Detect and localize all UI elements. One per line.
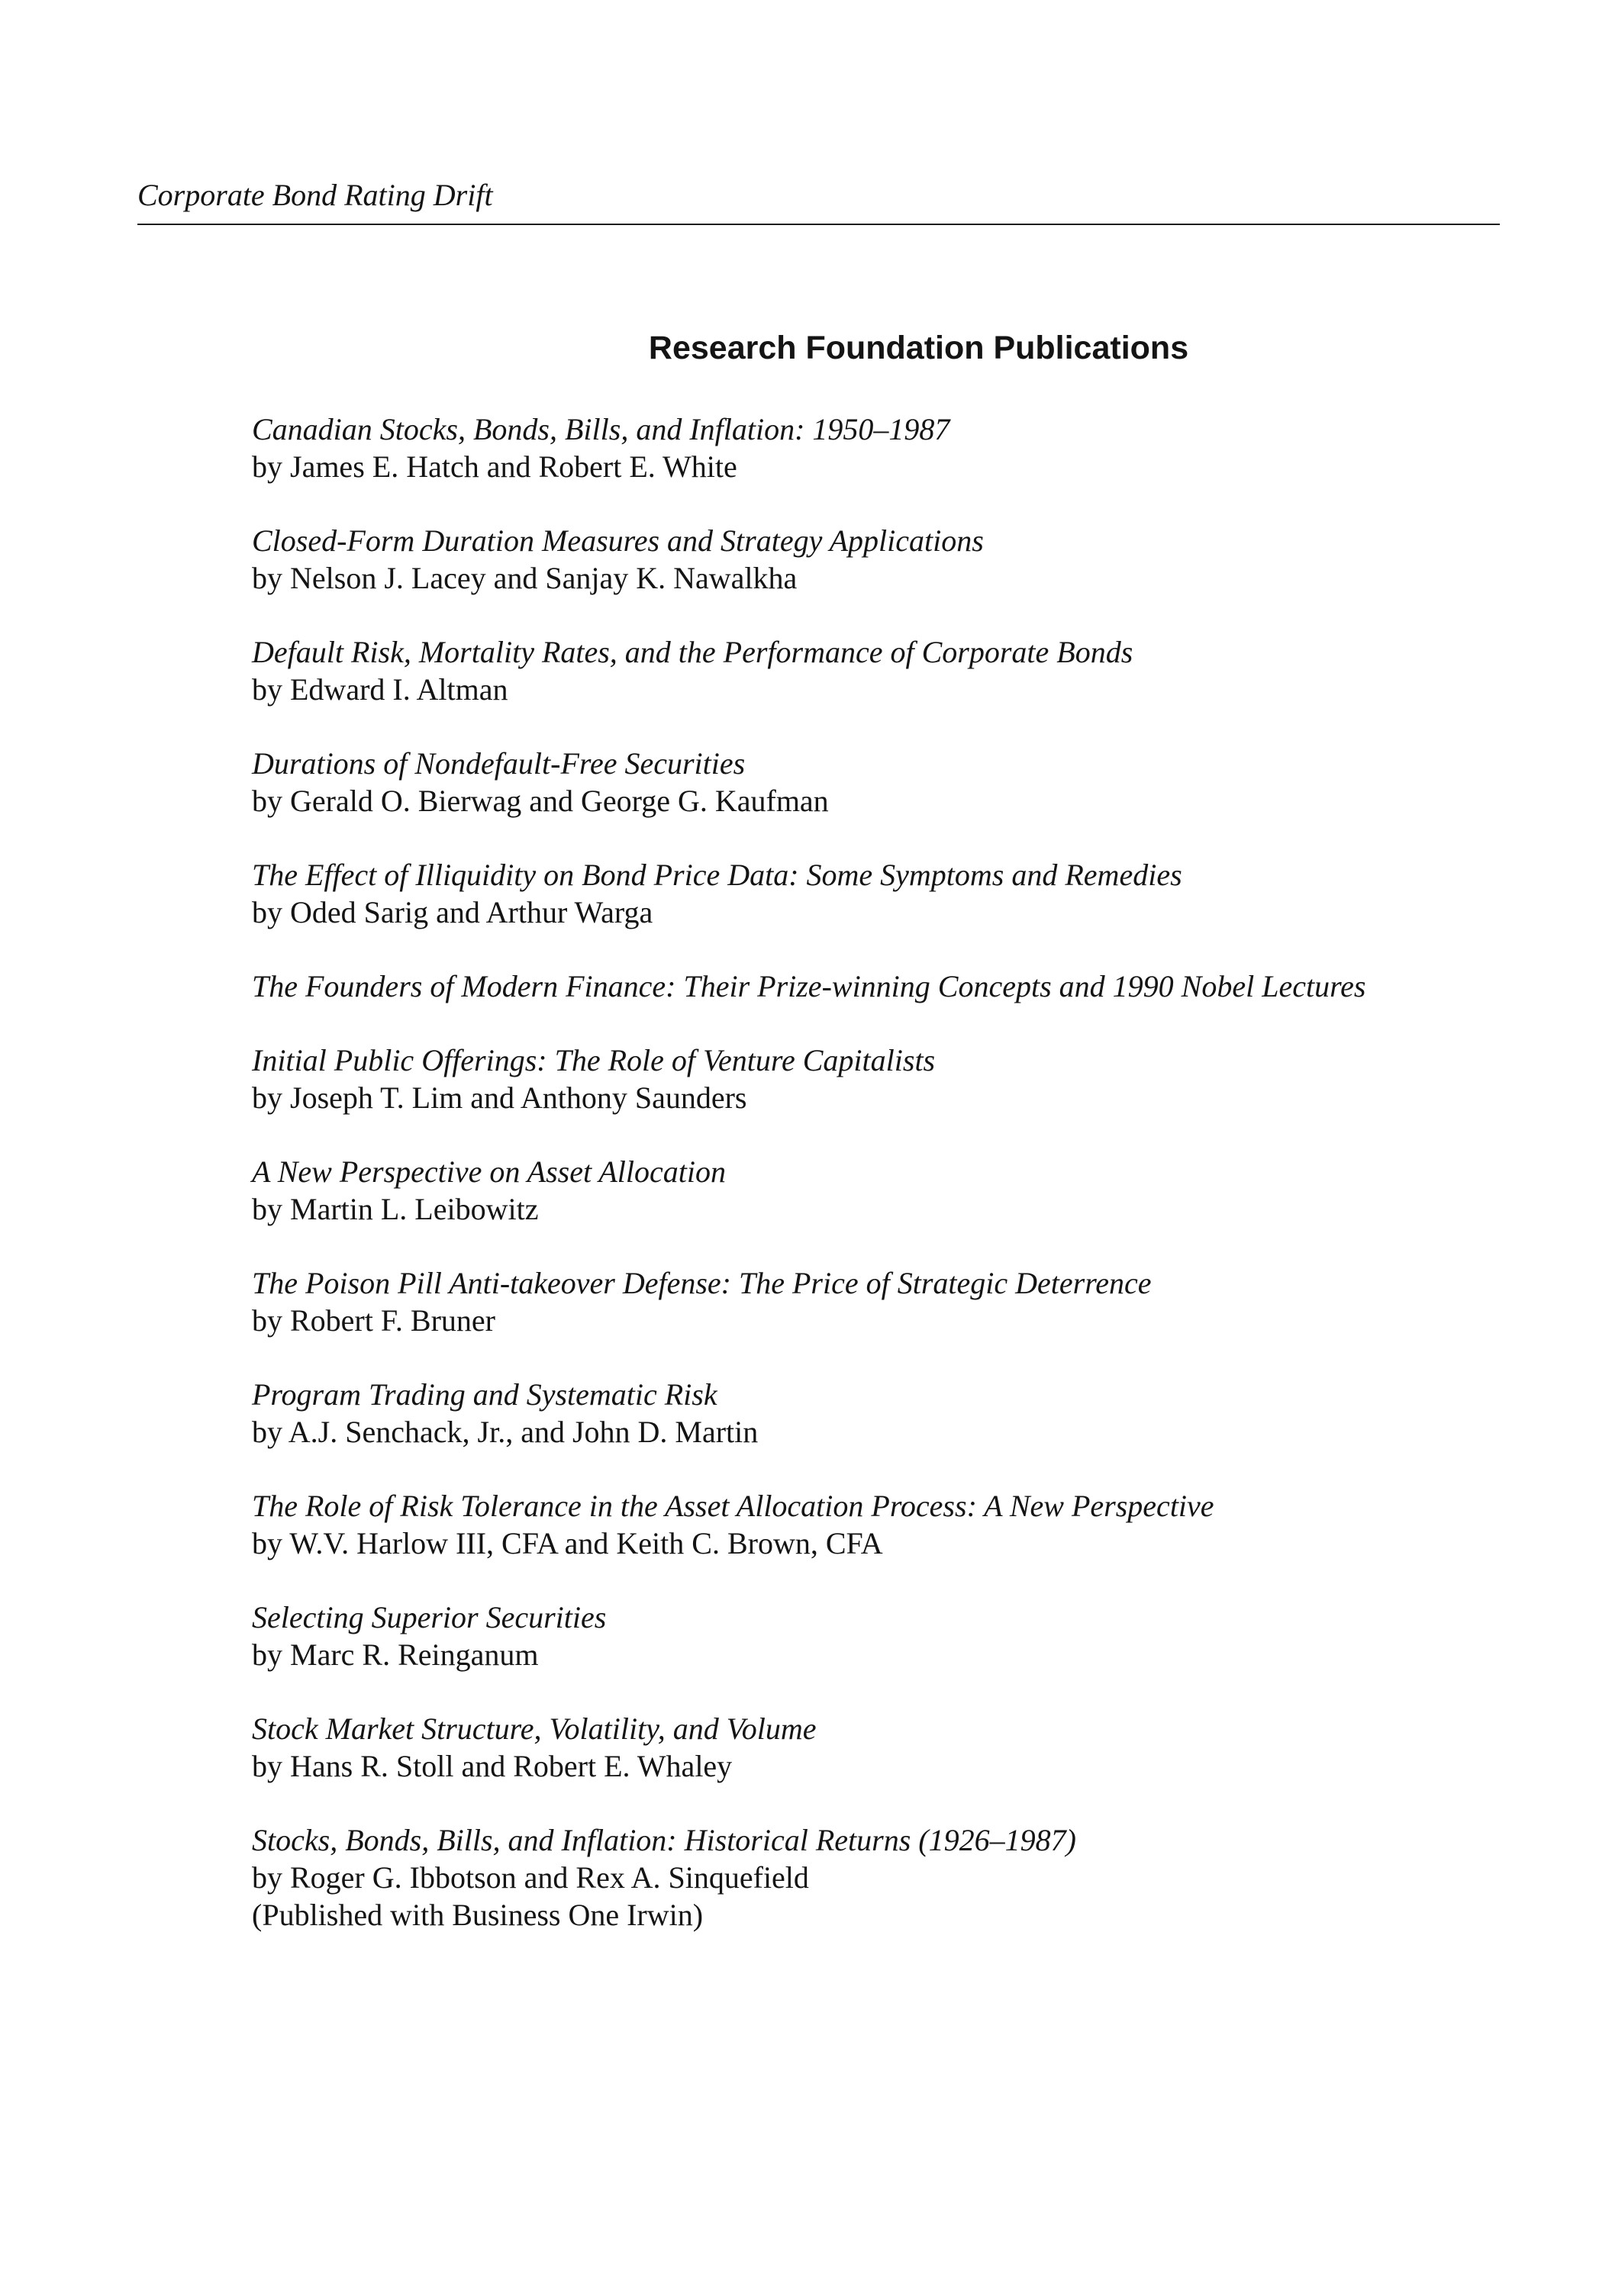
publication-entry [252,1264,1397,1339]
publication-title: Program Trading and Systematic Risk [252,1377,717,1412]
publication-entry [252,968,1397,1005]
publication-entry [252,1153,1397,1228]
publication-entry [252,411,1397,485]
publication-entry [252,1487,1397,1562]
publication-title: Stock Market Structure, Volatility, and Volume [252,1712,817,1746]
publication-title: The Role of Risk Tolerance in the Asset Allocation Process: A New Perspective [252,1489,1214,1523]
publication-entry [252,1376,1397,1451]
section-title: Research Foundation Publications [648,330,1189,366]
publication-entry [252,633,1397,708]
publication-author: by Roger G. Ibbotson and Rex A. Sinquefield [252,1860,809,1895]
publication-entry [252,522,1397,597]
publication-title: Default Risk, Mortality Rates, and the Performance of Corporate Bonds [252,635,1133,669]
publication-entry [252,1599,1397,1673]
publication-author: by Nelson J. Lacey and Sanjay K. Nawalkha [252,561,798,595]
publication-entry [252,745,1397,820]
publication-title: Stocks, Bonds, Bills, and Inflation: Historical Returns (1926–1987) [252,1823,1076,1857]
publication-title: The Poison Pill Anti-takeover Defense: The Price of Strategic Deterrence [252,1266,1152,1300]
publication-author: by W.V. Harlow III, CFA and Keith C. Brown, CFA [252,1526,883,1560]
publication-entry [252,1042,1397,1116]
publication-author: by Hans R. Stoll and Robert E. Whaley [252,1749,733,1783]
publication-title: Initial Public Offerings: The Role of Venture Capitalists [252,1043,936,1077]
publication-title: The Founders of Modern Finance: Their Prize-winning Concepts and 1990 Nobel Lectures [252,969,1366,1003]
publication-author: by James E. Hatch and Robert E. White [252,449,737,484]
publication-author: by Martin L. Leibowitz [252,1192,539,1226]
header-rule [137,224,1500,225]
publication-author: by Joseph T. Lim and Anthony Saunders [252,1080,747,1115]
publication-title: Durations of Nondefault-Free Securities [252,746,746,781]
publication-author: by Marc R. Reinganum [252,1637,539,1672]
publication-author: by A.J. Senchack, Jr., and John D. Martin [252,1415,759,1449]
publication-list [252,411,1397,1970]
publication-author: by Edward I. Altman [252,672,508,707]
publication-entry [252,1710,1397,1785]
publication-title: Selecting Superior Securities [252,1600,607,1634]
publication-title: The Effect of Illiquidity on Bond Price Data: Some Symptoms and Remedies [252,858,1182,892]
running-header: Corporate Bond Rating Drift [137,178,493,212]
publication-note: (Published with Business One Irwin) [252,1898,704,1932]
publication-title: A New Perspective on Asset Allocation [252,1154,727,1189]
publication-author: by Oded Sarig and Arthur Warga [252,895,653,929]
publication-author: by Gerald O. Bierwag and George G. Kaufman [252,784,829,818]
publication-entry [252,856,1397,931]
publication-title: Closed-Form Duration Measures and Strategy Applications [252,523,984,558]
publication-entry [252,1821,1397,1934]
publication-title: Canadian Stocks, Bonds, Bills, and Inflation: 1950–1987 [252,412,950,446]
publication-author: by Robert F. Bruner [252,1303,495,1338]
